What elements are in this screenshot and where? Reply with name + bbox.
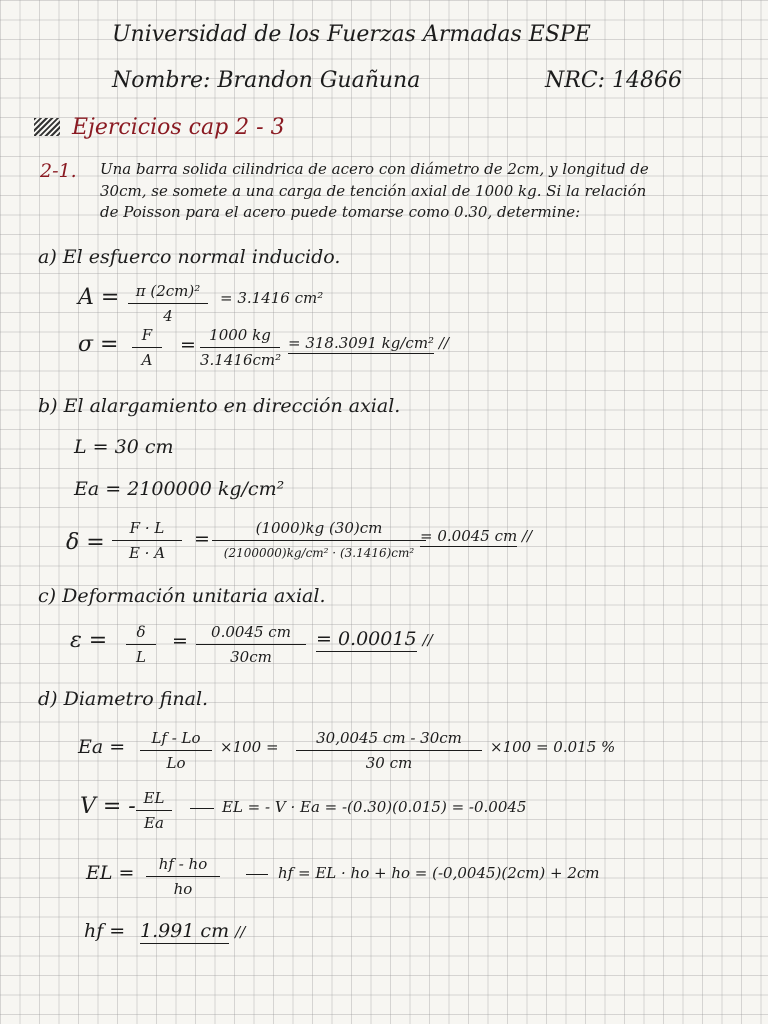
v-numerator: EL — [143, 789, 165, 807]
problem-line-3: de Poisson para el acero puede tomarse como 0.30, determine: — [100, 203, 581, 221]
problem-line-1: Una barra solida cilindrica de acero con diámetro de 2cm, y longitud de — [100, 160, 649, 178]
implies-arrow-2-icon — [246, 874, 268, 875]
eps-denominator-2: 30cm — [230, 648, 272, 666]
delta-result: = 0.0045 cm // — [420, 527, 533, 545]
ea-numerator: Lf - Lo — [151, 729, 201, 747]
ea-denominator: Lo — [166, 754, 186, 772]
delta-lhs: δ = — [66, 530, 105, 555]
student-name: Nombre: Brandon Guañuna — [112, 68, 421, 93]
delta-denominator-2: (2100000)kg/cm² · (3.1416)cm² — [223, 546, 415, 560]
v-fraction — [136, 788, 172, 833]
delta-numerator: F · L — [129, 519, 165, 537]
section-title: Ejercicios cap 2 - 3 — [72, 115, 285, 140]
area-lhs: A = — [78, 285, 120, 310]
implies-arrow-icon — [190, 808, 214, 809]
v-lhs: V = - — [80, 794, 136, 819]
sigma-denominator-2: 3.1416cm² — [200, 351, 282, 369]
sigma-fraction-2 — [200, 325, 280, 370]
sigma-numerator-2: 1000 kg — [209, 326, 271, 344]
ea-fraction — [140, 728, 212, 773]
eps-numerator: δ — [136, 623, 146, 641]
eps-equals: = — [172, 630, 188, 652]
problem-line-2: 30cm, se somete a una carga de tención axial de 1000 kg. Si la relación — [100, 182, 647, 200]
nrc-code: NRC: 14866 — [545, 68, 683, 93]
ea-fraction-2 — [296, 728, 482, 773]
area-denominator: 4 — [163, 307, 173, 325]
sigma-numerator: F — [141, 326, 153, 344]
el-lhs: EL = — [86, 862, 135, 884]
ea-numerator-2: 30,0045 cm - 30cm — [316, 729, 462, 747]
eps-numerator-2: 0.0045 cm — [211, 623, 291, 641]
final-lhs: hf = — [84, 920, 126, 942]
v-denominator: Ea — [144, 814, 164, 832]
part-a-label: a) El esfuerco normal inducido. — [38, 246, 341, 268]
area-numerator: π (2cm)² — [135, 282, 201, 300]
ea-denominator-2: 30 cm — [365, 754, 413, 772]
part-c-label: c) Deformación unitaria axial. — [38, 585, 326, 607]
area-fraction — [128, 281, 208, 326]
el-fraction — [146, 854, 220, 899]
eps-denominator: L — [136, 648, 146, 666]
el-denominator: ho — [173, 880, 193, 898]
sigma-fraction — [132, 325, 162, 370]
sigma-equals: = — [180, 334, 196, 356]
delta-fraction-2 — [212, 518, 426, 563]
v-rhs: EL = - V · Ea = -(0.30)(0.015) = -0.0045 — [222, 798, 527, 816]
el-numerator: hf - ho — [158, 855, 208, 873]
eps-fraction — [126, 622, 156, 667]
sigma-denominator: A — [141, 351, 153, 369]
university-title: Universidad de los Fuerzas Armadas ESPE — [112, 22, 591, 47]
hatch-bullet-icon — [34, 118, 60, 136]
modulus-value: Ea = 2100000 kg/cm² — [74, 478, 285, 500]
final-value: 1.991 cm // — [140, 920, 246, 942]
ea-multiplier: ×100 = — [220, 738, 279, 756]
eps-fraction-2 — [196, 622, 306, 667]
eps-lhs: ε = — [70, 628, 108, 653]
length-value: L = 30 cm — [74, 436, 174, 458]
ea-result: ×100 = 0.015 % — [490, 738, 616, 756]
el-rhs: hf = EL · ho + ho = (-0,0045)(2cm) + 2cm — [278, 864, 600, 882]
part-d-label: d) Diametro final. — [38, 688, 209, 710]
eps-result: = 0.00015 // — [316, 628, 433, 650]
delta-fraction — [112, 518, 182, 563]
ea-lhs: Ea = — [78, 736, 126, 758]
delta-equals: = — [194, 528, 210, 550]
delta-numerator-2: (1000)kg (30)cm — [255, 519, 383, 537]
delta-denominator: E · A — [128, 544, 166, 562]
area-result: = 3.1416 cm² — [220, 289, 324, 307]
sigma-result: = 318.3091 kg/cm² // — [288, 334, 449, 352]
part-b-label: b) El alargamiento en dirección axial. — [38, 395, 401, 417]
sigma-lhs: σ = — [78, 332, 119, 357]
problem-number: 2-1. — [40, 160, 77, 182]
